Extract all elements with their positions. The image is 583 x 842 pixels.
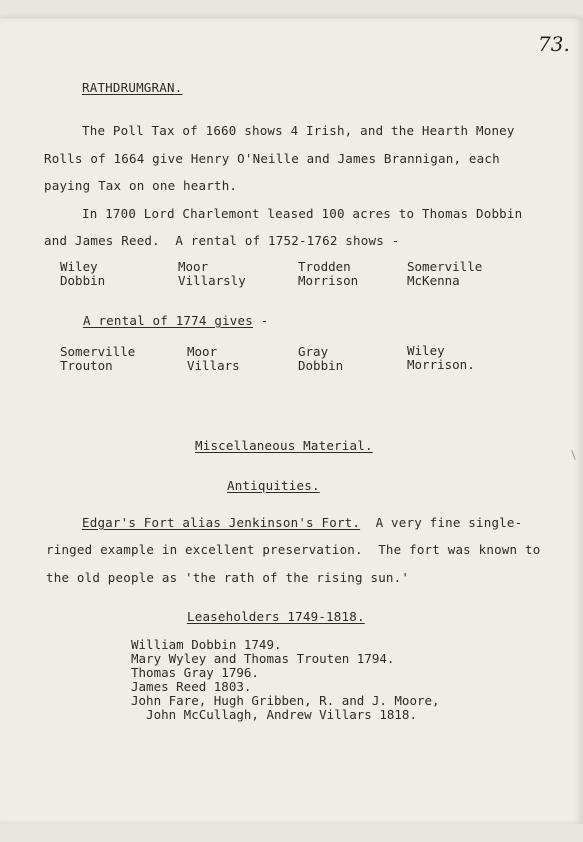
rental-name: Dobbin <box>60 273 106 288</box>
fort-line: ringed example in excellent preservation. The fort was known to <box>46 542 541 557</box>
rental-name: Wiley <box>407 343 445 358</box>
rental-name: Villars <box>187 358 240 373</box>
fort-line <box>82 515 522 531</box>
leaseholder-line: John McCullagh, Andrew Villars 1818. <box>131 707 417 722</box>
rental-name: Somerville <box>407 259 483 274</box>
document-page <box>0 18 583 824</box>
rental-name: Wiley <box>60 259 98 274</box>
rental-name: Morrison. <box>407 357 475 372</box>
paragraph-line: In 1700 Lord Charlemont leased 100 acres to Thomas Dobbin <box>82 206 523 221</box>
rental-name: Moor <box>187 344 218 359</box>
paragraph-line: and James Reed. A rental of 1752-1762 shows - <box>44 233 400 248</box>
rental-heading <box>83 313 268 329</box>
rental-name: Dobbin <box>298 358 344 373</box>
antiquities-heading: Antiquities. <box>227 478 320 493</box>
leaseholders-heading: Leaseholders 1749-1818. <box>187 609 365 624</box>
fort-text: A very fine single- <box>360 515 523 530</box>
rental-name: Trouton <box>60 358 113 373</box>
rental-name: Trodden <box>298 259 351 274</box>
rental-heading-text: A rental of 1774 gives <box>83 313 253 328</box>
rental-heading-dash: - <box>252 313 269 328</box>
leaseholder-line: Mary Wyley and Thomas Trouten 1794. <box>131 651 395 666</box>
leaseholder-line: Thomas Gray 1796. <box>131 665 259 680</box>
paragraph-line: paying Tax on one hearth. <box>44 178 238 193</box>
margin-mark <box>571 450 575 460</box>
rental-name: Villarsly <box>178 273 246 288</box>
page-number: 73. <box>538 32 570 56</box>
paragraph-line: Rolls of 1664 give Henry O'Neille and James Brannigan, each <box>44 151 500 166</box>
leaseholder-line: William Dobbin 1749. <box>131 637 282 652</box>
rental-name: Gray <box>298 344 329 359</box>
misc-heading: Miscellaneous Material. <box>195 438 373 453</box>
leaseholder-line: John Fare, Hugh Gribben, R. and J. Moore, <box>131 693 440 708</box>
rental-name: Somerville <box>60 344 136 359</box>
rental-name: McKenna <box>407 273 460 288</box>
leaseholder-line: James Reed 1803. <box>131 679 252 694</box>
paragraph-line: The Poll Tax of 1660 shows 4 Irish, and the Hearth Money <box>82 123 515 138</box>
fort-title: Edgar's Fort alias Jenkinson's Fort. <box>82 515 361 530</box>
section-heading: RATHDRUMGRAN. <box>82 80 183 95</box>
rental-name: Moor <box>178 259 209 274</box>
fort-line: the old people as 'the rath of the rising sun.' <box>46 570 410 585</box>
rental-name: Morrison <box>298 273 359 288</box>
